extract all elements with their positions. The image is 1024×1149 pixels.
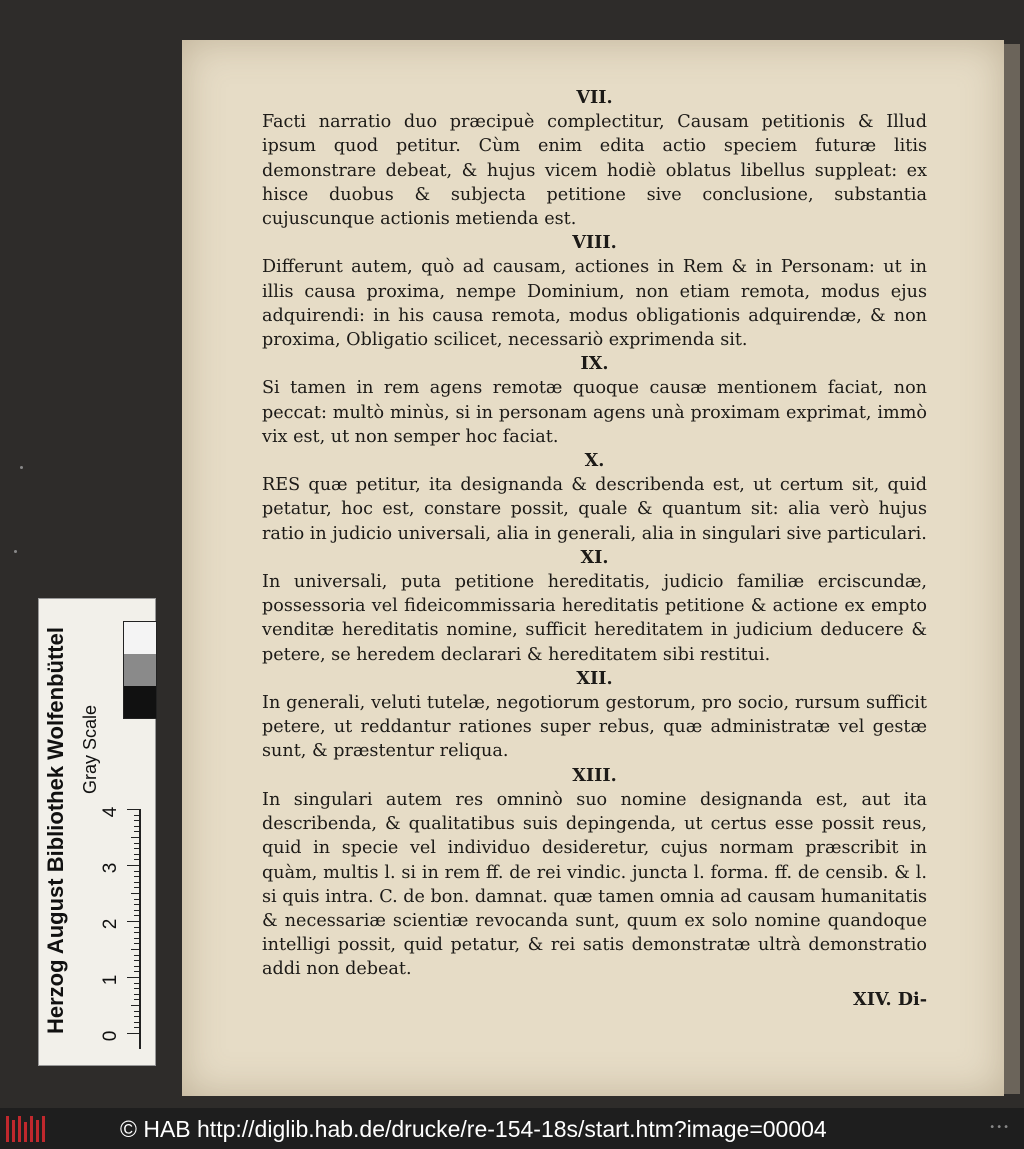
section-xii <box>262 667 927 764</box>
section-number: XIII. <box>572 764 617 786</box>
section-paragraph: Differunt autem, quò ad causam, actiones in Rem & in Personam: ut in illis causa proxima, nempe Dominium, non etiam remota, modus ejus adquirendi: in his causa remota, modus obligationis adquirendæ, & non proxima, Obligatio scilicet, necessariò exprimenda sit. <box>262 257 927 351</box>
ruler-tick <box>134 927 139 928</box>
ruler-tick <box>134 815 139 816</box>
dust-speck <box>20 466 23 469</box>
section-x <box>262 449 927 546</box>
ruler-tick <box>134 859 139 860</box>
ruler-tick <box>131 1005 139 1006</box>
book-page <box>182 40 1004 1096</box>
ruler-tick <box>134 955 139 956</box>
ruler-tick <box>134 915 139 916</box>
section-xiii <box>262 764 927 982</box>
ruler-tick <box>127 865 139 866</box>
ruler-tick <box>134 871 139 872</box>
ruler-tick <box>134 910 139 911</box>
section-paragraph: In generali, veluti tutelæ, negotiorum gestorum, pro socio, rursum sufficit petere, ut reddantur rationes super rebus, quæ administratæ vel gestæ sunt, & præstentur reliqua. <box>262 693 927 762</box>
section-number: VIII. <box>572 232 617 254</box>
hab-logo-icon <box>6 1116 48 1142</box>
ruler-tick <box>134 943 139 944</box>
section-paragraph: RES quæ petitur, ita designanda & describenda est, ut certum sit, quid petatur, hoc est, constare possit, quale & quantum sit: alia verò hujus ratio in judicio universali, alia in generali, alia in singulari sive particulari. <box>262 475 927 544</box>
ruler-tick <box>134 994 139 995</box>
ruler-tick <box>134 899 139 900</box>
ruler-tick-label: 3 <box>100 862 121 874</box>
more-dots: ••• <box>989 1122 1010 1133</box>
ruler-tick <box>134 887 139 888</box>
ruler-tick <box>127 921 139 922</box>
ruler-tick <box>134 966 139 967</box>
catchword: XIV. Di- <box>853 988 927 1010</box>
section-number: VII. <box>576 87 613 108</box>
ruler-tick-label: 4 <box>100 806 121 818</box>
ruler-tick <box>134 848 139 849</box>
page-text <box>262 86 927 1012</box>
ruler-tick-label: 0 <box>100 1030 121 1042</box>
ruler-tick <box>134 932 139 933</box>
page-edge <box>1004 44 1020 1094</box>
section-number: X. <box>584 450 605 472</box>
swatch-black <box>124 686 156 718</box>
section-paragraph: In singulari autem res omninò suo nomine designanda est, aut ita describenda, & qualitatibus suis depingenda, ut certus esse possit reus, quid in specie vel individuo desideretur, cujus normam præscribit in quàm, multis l. si in rem ff. de rei vindic. juncta l. forma. ff. de censib. & l. si quis intra. C. de bon. damnat. quæ tamen omnia ad causam humanitatis & necessariæ scientiæ revocanda sunt, quum ex solo nomine quandoque intelligi possit, quid petatur, & rei satis demonstratæ ultrà demonstratio addi non debeat. <box>262 789 927 980</box>
ruler-tick <box>134 988 139 989</box>
ruler-tick <box>127 809 139 810</box>
section-number: XII. <box>576 667 613 689</box>
swatch-gray <box>124 654 156 686</box>
ruler-tick <box>134 843 139 844</box>
section-vii <box>262 86 927 231</box>
ruler-tick <box>134 876 139 877</box>
ruler-tick <box>134 999 139 1000</box>
dust-speck <box>14 550 17 553</box>
section-paragraph: In universali, puta petitione hereditatis, judicio familiæ erciscundæ, possessoria vel fideicommissaria hereditatis petitione & actione ex empto venditæ hereditatis nomine, sufficit hereditatem in judicium deducere & petere, se heredem declarari & hereditatem sibi restitui. <box>262 572 927 665</box>
gray-scale-card <box>38 598 156 1066</box>
gray-swatches <box>123 621 157 719</box>
ruler-tick <box>134 826 139 827</box>
ruler-tick <box>134 1016 139 1017</box>
section-paragraph: Facti narratio duo præcipuè complectitur, Causam petitionis & Illud ipsum quod petitur. Cùm enim edita actio speciem futuræ litis demonstrare debeat, & hujus vicem hodiè oblatus libellus suppleat: ex hisce duobus & subjecta petitione sive conclusione, substantia cujuscunque actionis metienda est. <box>262 112 927 230</box>
ruler-tick <box>127 977 139 978</box>
ruler-tick <box>127 1033 139 1034</box>
copyright-url[interactable]: © HAB http://diglib.hab.de/drucke/re-154-18s/start.htm?image=00004 <box>120 1116 827 1142</box>
ruler-tick <box>131 837 139 838</box>
ruler-tick <box>134 831 139 832</box>
ruler-tick <box>134 904 139 905</box>
section-paragraph: Si tamen in rem agens remotæ quoque causæ mentionem faciat, non peccat: multò minùs, si in personam agens unà proximam exprimat, immò vix est, ut non semper hoc faciat. <box>262 378 927 447</box>
ruler-tick <box>131 949 139 950</box>
scale-ruler <box>99 806 155 1059</box>
section-xi <box>262 546 927 667</box>
section-viii <box>262 231 927 352</box>
ruler-tick <box>134 971 139 972</box>
scale-gray-label: Gray Scale <box>80 704 100 794</box>
swatch-white <box>124 622 156 654</box>
section-ix <box>262 352 927 449</box>
ruler-tick <box>134 938 139 939</box>
ruler-tick <box>134 882 139 883</box>
ruler-tick <box>134 960 139 961</box>
section-number: IX. <box>580 353 609 375</box>
ruler-tick-label: 1 <box>100 974 121 986</box>
ruler-tick <box>134 983 139 984</box>
ruler-tick <box>131 893 139 894</box>
ruler-tick <box>134 1011 139 1012</box>
ruler-tick-label: 2 <box>100 918 121 930</box>
ruler-tick <box>134 1022 139 1023</box>
ruler-tick <box>134 854 139 855</box>
ruler-tick <box>134 820 139 821</box>
ruler-tick <box>134 1027 139 1028</box>
footer-bar <box>0 1108 1024 1149</box>
scale-institution-label: Herzog August Bibliothek Wolfenbüttel <box>43 627 68 1035</box>
section-number: XI. <box>580 546 609 568</box>
ruler-line <box>139 809 141 1049</box>
